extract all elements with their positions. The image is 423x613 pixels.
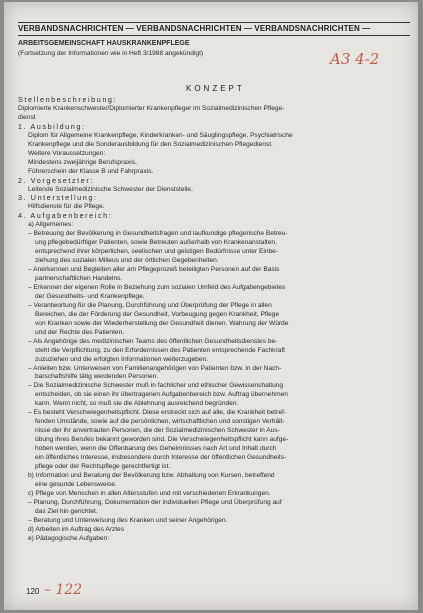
text-line: 1. Ausbildung:	[18, 121, 86, 131]
text-line: übung ihres Berufes bekannt geworden sind. Die Verschwiegenheitspflicht kann aufge-	[35, 436, 289, 444]
text-line: – Anerkennen und Begleiten aller am Pflegeprozeß beteiligten Personen auf der Basis	[28, 266, 280, 274]
text-line: kann. Wenn nicht, so muß sie die Ablehnung ausreichend begründen.	[35, 400, 239, 408]
text-line: Leitende Sozialmedizinische Schwester der Dienststelle.	[28, 185, 193, 193]
doc-title: ARBEITSGEMEINSCHAFT HAUSKRANKENPFLEGE	[18, 40, 190, 47]
text-line: ung pflegebedürftiger Patienten, sowie Betreuten außerhalb von Krankenanstalten,	[35, 239, 277, 247]
text-line: hoben werden, wenn die Offenbarung des Geheimnisses nach Art und Inhalt durch	[35, 445, 277, 453]
text-line: – Die Sozialmedizinische Schwester muß in fachlicher und ethischer Gewissenshaltung	[28, 382, 284, 390]
text-line: ziehung des sozialen Milieus und der örtlichen Gegebenheiten.	[35, 257, 219, 265]
header-rule-top	[18, 22, 410, 23]
text-line: e) Pädagogische Aufgaben:	[28, 534, 110, 542]
text-line: a) Allgemeines:	[28, 221, 74, 229]
text-line: entsprechend ihrer körperlichen, seelischen und geistigen Bedürfnisse unter Einbe-	[35, 248, 279, 256]
text-line: – Betreuung der Bevölkerung in Gesundheitsfragen und laufkundige pflegerische Betreu-	[28, 230, 288, 238]
text-line: Krankenpflege und die Sonderausbildung für den Sozialmedizinischen Pflegedienst.	[28, 140, 273, 148]
text-line: zuzuziehen und die erfolgten Informationen weiterzugeben.	[35, 355, 209, 363]
text-line: Diplom für Allgemeine Krankenpflege, Kinderkranken- und Säuglingspflege, Psychiatrische	[28, 131, 293, 139]
text-line: das Ziel hin gerichtet.	[35, 507, 98, 515]
text-line: partnerschaftlichen Handelns.	[35, 275, 123, 282]
text-line: Stellenbeschreibung:	[18, 95, 118, 104]
text-line: entscheiden, ob sie einen ihr übertragenen Aufgabenbereich bzw. Auftrag übernehmen	[35, 391, 288, 399]
text-line: – Erkennen der eigenen Rolle in Beziehung zum sozialen Umfeld des Aufgabengebietes	[28, 283, 286, 291]
text-line: – Anleiten bzw. Unterweisen von Familienangehörigen von Patienten bzw. in der Nach-	[28, 364, 282, 372]
text-line: – Als Angehörige des medizinischen Teams des öffentlichen Gesundheitsdienstes be-	[28, 337, 278, 345]
text-line: d) Arbeiten im Auftrag des Arztes	[28, 525, 125, 533]
text-line: – Verantwortung für die Planung, Durchführung und Überprüfung der Pflege in allen	[28, 301, 272, 309]
text-line: und der Rechte des Patienten.	[35, 328, 125, 336]
text-line: – Beratung und Unterweisung des Kranken und seiner Angehörigen.	[28, 516, 228, 524]
page-number: 120	[26, 587, 40, 596]
text-line: barschaftshilfe tätig werdenden Personen.	[35, 373, 159, 381]
text-line: dienst	[18, 113, 36, 121]
text-line: eine gesunde Lebensweise.	[35, 480, 117, 488]
header-rule-bottom	[18, 35, 410, 36]
text-line: 4. Aufgabenbereich:	[18, 211, 113, 221]
section-header: VERBANDSNACHRICHTEN — VERBANDSNACHRICHTEN — VERBANDSNACHRICHTEN —	[18, 24, 371, 33]
handwritten-note-top: A3 4-2	[330, 50, 380, 68]
text-line: – Planung, Durchführung, Dokumentation der individuellen Pflege und Überprüfung auf	[28, 498, 282, 506]
handwritten-page-note: – 122	[44, 582, 83, 598]
text-line: Weitere Voraussetzungen:	[28, 149, 106, 157]
text-line: – Es besteht Verschwiegenheitspflicht. Diese erstreckt sich auf alle, die Krankheit betref-	[28, 409, 287, 417]
text-line: fenden Umstände, sowie auf die persönlichen, wirtschaftlichen und sonstigen Verhält-	[35, 418, 285, 426]
document-page	[4, 2, 418, 610]
text-line: der Gesundheits- und Krankenpflege.	[35, 292, 145, 300]
text-line: von Kranken sowie der Wiederherstellung der Gesundheit dienen. Wahrung der Würde	[35, 319, 289, 327]
text-line: 3. Unterstellung:	[18, 193, 98, 203]
text-line: Hilfsdienste für die Pflege.	[28, 203, 105, 211]
text-line: Führerschein der Klasse B und Fahrpraxis.	[28, 167, 154, 175]
text-line: ein öffentliches Interesse, insbesondere durch Interesse der öffentlichen Gesundheits-	[35, 454, 287, 461]
text-line: steht die Verpflichtung, zu den Erfordernissen des Patienten entsprechende Fachkraft	[35, 346, 285, 354]
text-line: c) Pflege von Menschen in allen Altersstufen und mit verschiedenen Erkrankungen.	[28, 489, 271, 497]
text-line: Mindestens zweijährige Berufspraxis,	[28, 158, 137, 166]
konzept-heading: KONZEPT	[186, 84, 245, 93]
text-line: 2. Vorgesetzter:	[18, 175, 94, 185]
text-line: nisse der ihr anvertrauten Personen, die der Sozialmedizinischen Schwester in Aus-	[35, 427, 280, 435]
text-line: Bereichen, die der Förderung der Gesundheit, Vorbeugung gegen Krankheit, Pflege	[35, 310, 280, 318]
text-line: Diplomierte Krankenschwester/Diplomierter Krankenpfleger im Sozialmedizinischen Pflege-	[18, 104, 285, 112]
text-line: pflege oder der Rechtspflege gerechtfertigt ist.	[35, 462, 171, 470]
doc-subtitle: (Fortsetzung der Informationen wie in Heft 3/1988 angekündigt)	[18, 50, 204, 57]
text-line: b) Information und Beratung der Bevölkerung bzw. Abhaltung von Kursen, betreffend	[28, 471, 275, 479]
